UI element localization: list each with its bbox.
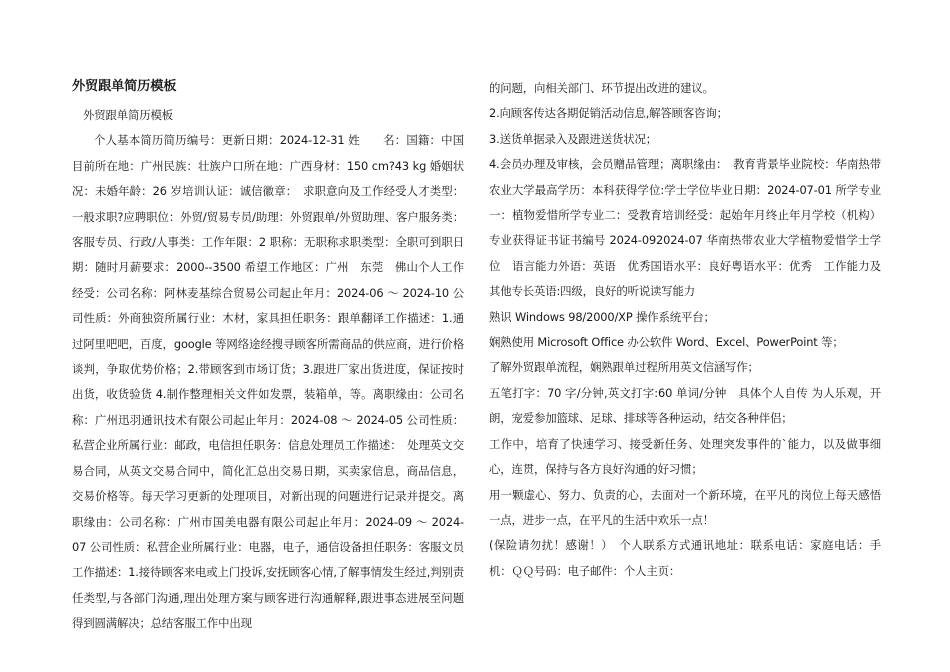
right-column [489, 76, 881, 584]
paragraph-problem-suggestion: 的问题，向相关部门、环节提出改进的建议。 [489, 81, 714, 95]
resume-body-left: 个人基本简历简历编号：更新日期：2024-12-31 姓 名：国籍：中国目前所在地：广州民族：壮族户口所在地：广西身材：150 cm?43 kg 婚姻状况：未婚年龄：26 岁培训认证：诚信徽章： 求职意向及工作经受人才类型：一般求职?应聘职位：外贸/贸易专员/助理：外贸跟单/外贸助理、客户服务类：客服专员、行政/人事类：工作年限：2 职称：无职称求职类型：全职可到职日期：随时月薪要求：2000--3500 希望工作地区：广州 东莞 佛山个人工作经受：公司名称：阿林麦基综合贸易公司起止年月：2024-06 ～ 2024-10 公司性质：外商独资所属行业：木材，家具担任职务：跟单翻译工作描述：1.通过阿里吧吧，百度，google 等网络途经搜寻顾客所需商品的供应商，进行价格谈判，争取优势价格；2.带顾客到市场订货；3.跟进厂家出货进度，保证按时出货，收货验货 4.制作整理相关文件如发票，装箱单，等。离职缘由：公司名称：广州迅羽通讯技术有限公司起止年月：2024-08 ～ 2024-05 公司性质：私营企业所属行业：邮政，电信担任职务：信息处理员工作描述： 处理英文交易合同，从英文交易合同中，简化汇总出交易日期，买卖家信息，商品信息，交易价格等。每天学习更新的处理项目，对新出现的问题进行记录并提交。离职缘由：公司名称：广州市国美电器有限公司起止年月：2024-09 ～ 2024-07 公司性质：私营企业所属行业：电器，电子，通信设备担任职务：客服文员工作描述：1.接待顾客来电或上门投诉,安抚顾客心情,了解事情发生经过,判别责任类型,与各部门沟通,理出处理方案与顾客进行沟通解释,跟进事态进展至问题得到圆满解决；总结客服工作中出现 [72, 133, 464, 631]
paragraph-trade-process: 了解外贸跟单流程，娴熟跟单过程所用英文信涵写作； [489, 360, 759, 375]
paragraph-typing-biography: 五笔打字：70 字/分钟,英文打字:60 单词/分钟 具体个人自传 为人乐观，开朗，宠爱参加篮球、足球、排球等各种运动，结交各种伴侣； [489, 385, 881, 426]
document-title: 外贸跟单简历模板 [72, 79, 177, 94]
paragraph-education: 4.会员办理及审核，会员赠品管理；离职缘由： 教育背景毕业院校：华南热带农业大学最高学历：本科获得学位:学士学位毕业日期：2024-07-01 所学专业一：植物爱惜所学专业二：受教育培训经受：起始年月终止年月学校（机构）专业获得证书证书编号 2024-092024-07 华南热带农业大学植物爱惜学士学位 语言能力外语：英语 优秀国语水平：良好粤语水平：优秀 工作能力及其他专长英语:四级，良好的听说读写能力 [489, 157, 881, 299]
left-column [72, 75, 464, 637]
paragraph-windows-skill: 熟识 Windows 98/2000/XP 操作系统平台； [489, 309, 715, 324]
paragraph-office-skill: 娴熟使用 Microsoft Office 办公软件 Word、Excel、PowerPoint 等； [489, 335, 844, 350]
paragraph-attitude: 用一颗虚心、努力、负责的心，去面对一个新环境，在平凡的岗位上每天感悟一点，进步一点，在平凡的生活中欢乐一点！ [489, 487, 881, 527]
paragraph-work-habits: 工作中，培育了快速学习、接受新任务、处理突发事件的`能力，以及做事细心，连贯，保持与各方良好沟通的好习惯； [489, 436, 881, 477]
paragraph-delivery-records: 3.送货单据录入及跟进送货状况； [489, 131, 657, 146]
paragraph-contact: (保险请勿扰！感谢！） 个人联系方式通讯地址：联系电话：家庭电话：手机：ＱＱ号码：电子邮件：个人主页： [489, 538, 881, 578]
paragraph-promotion-info: 2.向顾客传达各期促销活动信息,解答顾客咨询； [489, 106, 728, 121]
document-subtitle: 外贸跟单简历模板 [83, 108, 173, 122]
